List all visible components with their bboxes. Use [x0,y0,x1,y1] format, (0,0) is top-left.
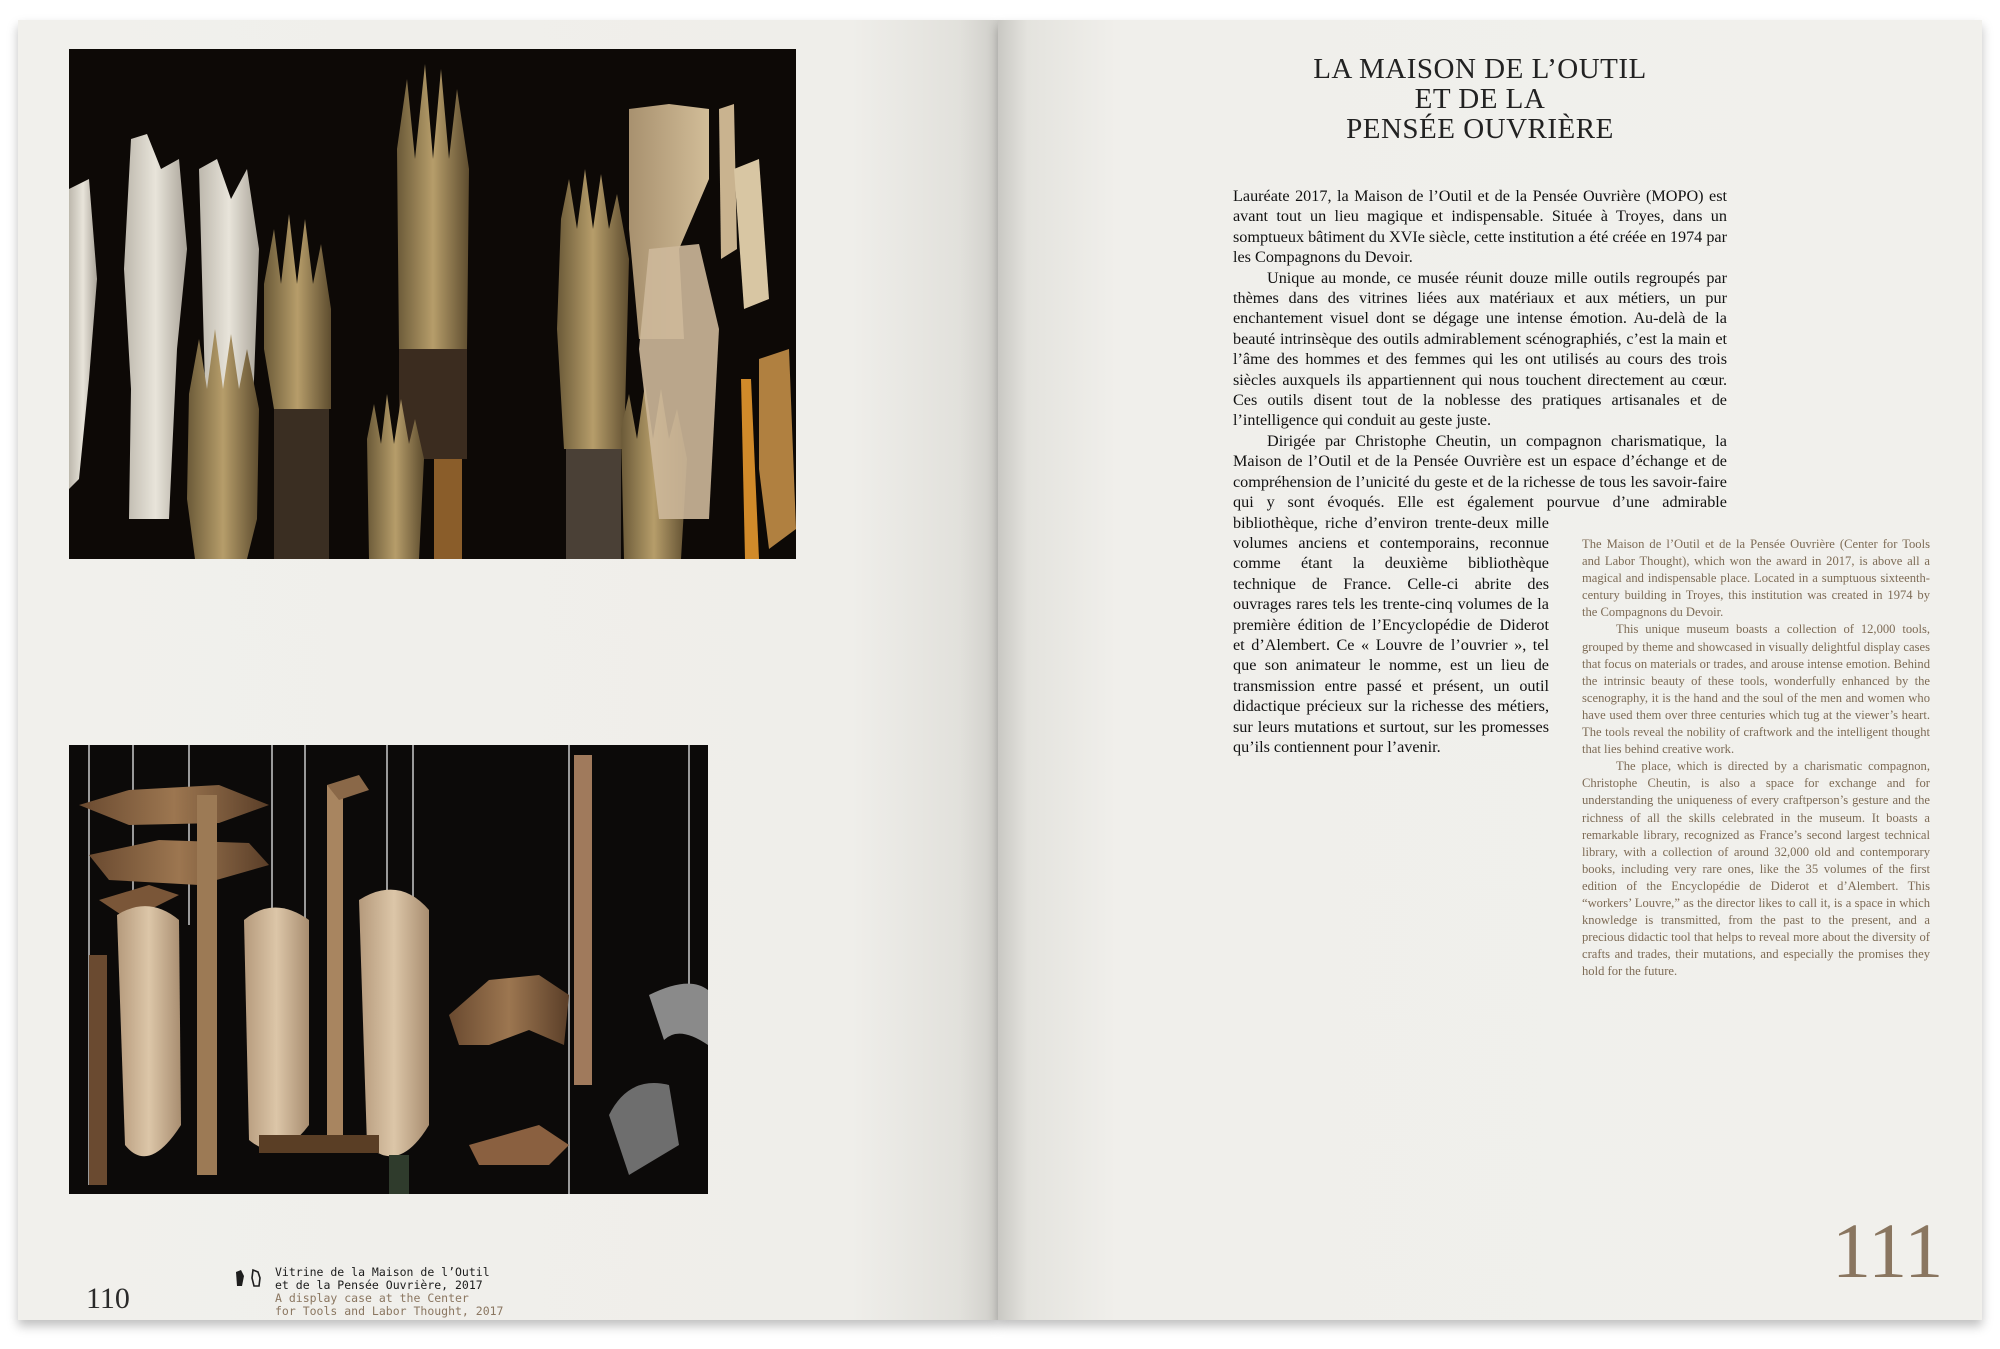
english-body-text [1582,536,1930,980]
caption-fr-line-2: et de la Pensée Ouvrière, 2017 [275,1278,483,1292]
photo-caption [233,1266,503,1318]
caption-en-line-1: A display case at the Center [275,1291,469,1305]
fr-paragraph-3: Dirigée par Christophe Cheutin, un compagnon charismatique, la Maison de l’Outil et de la Pensée Ouvrière est un espace d’échange et de compréhension de l’unicité du geste et de la richesse de tous les savoir-faire qui y sont évoqués. Elle est également pourvue d’une admirable bibliothèque, riche d’environ trente-deux mille volumes anciens et contemporains, reconnue comme étant la deuxième bibliothèque technique de France. Celle-ci abrite des ouvrages rares tels les trente-cinq volumes de la première édition de l’Encyclopédie de Diderot et d’Alembert. Ce « Louvre de l’ouvrier », tel que son animateur le nomme, est un lieu de transmission entre passé et présent, un outil didactique précieux sur la richesse des métiers, sur leurs mutations et surtout, sur les promesses qu’ils contiennent pour l’avenir. [1233,431,1727,756]
left-page-number: 110 [86,1282,130,1315]
en-paragraph-3: The place, which is directed by a charismatic compagnon, Christophe Cheutin, is also a space for exchange and for understanding the uniqueness of every craftperson’s gesture and the richness of all the skills celebrated in the museum. It boasts a remarkable library, recognized as France’s second largest technical library, with a collection of around 32,000 old and contemporary books, including very rare ones, like the 35 volumes of the first edition of the Encyclopédie de Diderot et d’Alembert. This “workers’ Louvre,” as the director likes to call it, is a space in which knowledge is transmitted, from the past to the present, and a precious didactic tool that helps to reveal more about the diversity of crafts and trades, their mutations, and especially the promises they hold for the future. [1582,759,1930,979]
title-line-1: LA MAISON DE L’OUTIL [1313,53,1647,85]
hand-tool-icon [233,1268,269,1288]
left-page [18,20,998,1320]
fr-paragraph-1: Lauréate 2017, la Maison de l’Outil et de la Pensée Ouvrière (MOPO) est avant tout un lieu magique et indispensable. Située à Troyes, dans un somptueux bâtiment du XVIe siècle, cette institution a été créée en 1974 par les Compagnons du Devoir. [1233,187,1727,267]
en-paragraph-1: The Maison de l’Outil et de la Pensée Ouvrière (Center for Tools and Labor Thought), which won the award in 2017, is above all a magical and indispensable place. Located in a sumptuous sixteenth-century building in Troyes, this institution was created in 1974 by the Compagnons du Devoir. [1582,537,1930,620]
photo-shoe-lasts [69,745,708,1194]
title-line-2: ET DE LA [1414,83,1546,115]
caption-fr-line-1: Vitrine de la Maison de l’Outil [275,1265,490,1279]
photo-gloves-hand-molds [69,49,796,559]
right-page-number: 111 [1832,1207,1944,1294]
title-line-3: PENSÉE OUVRIÈRE [1346,113,1614,145]
fr-paragraph-2: Unique au monde, ce musée réunit douze mille outils regroupés par thèmes dans des vitrines liées aux matériaux et aux métiers, un pur enchantement visuel dont se dégage une intense émotion. Au-delà de la beauté intrinsèque des outils admirablement scénographiés, c’est la main et l’âme des hommes et des femmes qui les ont utilisés au cours des trois siècles auxquels ils appartiennent qui nous touchent directement au cœur. Ces outils disent tout de la noblesse des pratiques artisanales et de l’intelligence qui conduit au geste juste. [1233,268,1727,430]
en-paragraph-2: This unique museum boasts a collection of 12,000 tools, grouped by theme and showcased in visually delightful display cases that focus on materials or trades, and arouse intense emotion. Behind the intrinsic beauty of these tools, wonderfully enhanced by the scenography, it is the hand and the soul of the men and women who have used them over three centuries which tug at the viewer’s heart. The tools reveal the nobility of craftwork and the intelligent thought that lies behind creative work. [1582,622,1930,757]
caption-en-line-2: for Tools and Labor Thought, 2017 [275,1304,504,1318]
article-title [1195,54,1765,144]
